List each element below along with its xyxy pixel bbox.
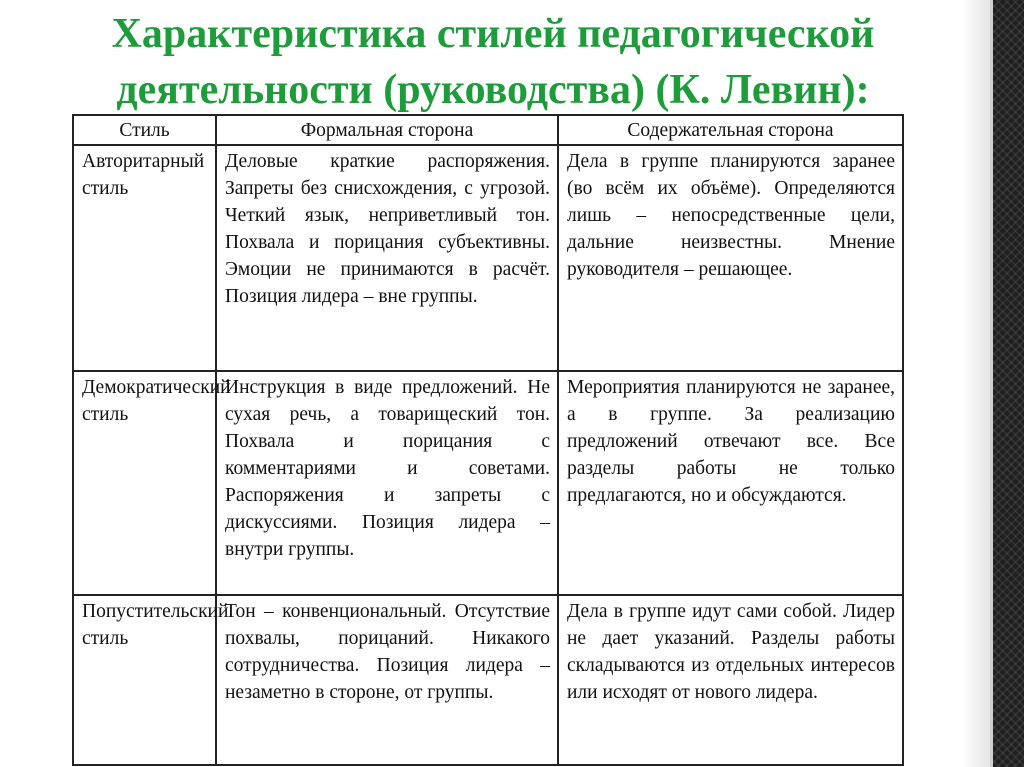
table-row-democratic [73, 371, 903, 595]
slide-title-line-1: Характеристика стилей педагогической [111, 11, 875, 57]
content-side-cell: Дела в группе идут сами собой. Лидер не дает указаний. Разделы работы складываются из отдельных интересов или исходят от нового лидера. [558, 595, 903, 765]
content-side-cell: Мероприятия планируются не заранее, а в группе. За реализацию предложений отвечают все. Все разделы работы не только предлагаются, но и обсуждаются. [558, 371, 903, 595]
content-side-cell: Дела в группе планируются заранее (во всём их объёме). Определяются лишь – непосредственные цели, дальние неизвестны. Мнение руководителя – решающее. [558, 145, 903, 371]
formal-side-cell: Тон – конвенциональный. Отсутствие похвалы, порицаний. Никакого сотрудничества. Позиция лидера – незаметно в стороне, от группы. [216, 595, 558, 765]
header-formal-side: Формальная сторона [216, 115, 558, 145]
styles-table [72, 114, 904, 766]
slide-title-line-2: деятельности (руководства) (К. Левин): [116, 67, 870, 113]
table-header-row [73, 115, 903, 145]
header-style: Стиль [73, 115, 216, 145]
style-name-cell: Авторитарный стиль [73, 145, 216, 371]
formal-side-cell: Деловые краткие распоряжения. Запреты без снисхождения, с угрозой. Четкий язык, неприветливый тон. Похвала и порицания субъективны. Эмоции не принимаются в расчёт. Позиция лидера – вне группы. [216, 145, 558, 371]
slide-side-bar [990, 0, 1024, 767]
table-row-permissive [73, 595, 903, 765]
table-row-authoritarian [73, 145, 903, 371]
slide-title [28, 6, 958, 118]
page-edge-shadow [962, 0, 990, 767]
style-name-cell: Попустительский стиль [73, 595, 216, 765]
formal-side-cell: Инструкция в виде предложений. Не сухая речь, а товарищеский тон. Похвала и порицания с комментариями и советами. Распоряжения и запреты с дискуссиями. Позиция лидера – внутри группы. [216, 371, 558, 595]
header-content-side: Содержательная сторона [558, 115, 903, 145]
style-name-cell: Демократический стиль [73, 371, 216, 595]
